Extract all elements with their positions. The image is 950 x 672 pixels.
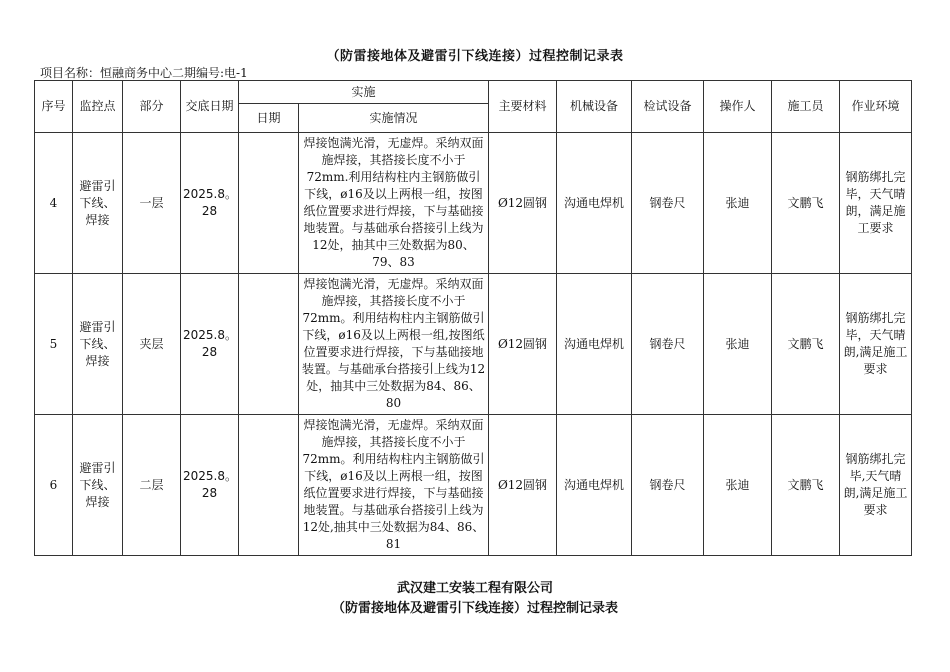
cell-operator: 张迪 bbox=[704, 133, 772, 274]
header-situation: 实施情况 bbox=[299, 104, 489, 133]
cell-monitor-point: 避雷引下线、焊接 bbox=[73, 415, 123, 556]
cell-material: Ø12圆钢 bbox=[489, 133, 557, 274]
cell-test-equipment: 钢卷尺 bbox=[632, 415, 704, 556]
table-row bbox=[35, 274, 912, 415]
cell-seq: 4 bbox=[35, 133, 73, 274]
header-part: 部分 bbox=[123, 81, 181, 133]
cell-machine: 沟通电焊机 bbox=[557, 133, 632, 274]
header-date: 日期 bbox=[239, 104, 299, 133]
header-handover-date: 交底日期 bbox=[181, 81, 239, 133]
cell-operator: 张迪 bbox=[704, 274, 772, 415]
header-monitor-point: 监控点 bbox=[73, 81, 123, 133]
cell-machine: 沟通电焊机 bbox=[557, 415, 632, 556]
header-test-equipment: 检试设备 bbox=[632, 81, 704, 133]
cell-situation: 焊接饱满光滑，无虚焊。采纳双面施焊接，其搭接长度不小于72mm.利用结构柱内主钢筋做引下线，ø16及以上两根一组，按图纸位置要求进行焊接，下与基础接地装置。与基础承台搭接引上线为12处，抽其中三处数据为80、79、83 bbox=[299, 133, 489, 274]
cell-monitor-point: 避雷引下线、焊接 bbox=[73, 274, 123, 415]
header-material: 主要材料 bbox=[489, 81, 557, 133]
cell-constructor: 文鹏飞 bbox=[772, 415, 840, 556]
cell-environment: 钢筋绑扎完毕,天气晴朗,满足施工要求 bbox=[840, 415, 912, 556]
cell-situation: 焊接饱满光滑，无虚焊。采纳双面施焊接，其搭接长度不小于72mm。利用结构柱内主钢筋做引下线，ø16及以上两根一组，按图纸位置要求进行焊接，下与基础接地装置。与基础承台搭接引上线为12处,抽其中三处数据为84、86、81 bbox=[299, 415, 489, 556]
header-implementation: 实施 bbox=[239, 81, 489, 104]
footer-title: （防雷接地体及避雷引下线连接）过程控制记录表 bbox=[331, 601, 618, 616]
header-environment: 作业环境 bbox=[840, 81, 912, 133]
header-constructor: 施工员 bbox=[772, 81, 840, 133]
header-operator: 操作人 bbox=[704, 81, 772, 133]
cell-part: 夹层 bbox=[123, 274, 181, 415]
cell-date bbox=[239, 133, 299, 274]
cell-material: Ø12圆钢 bbox=[489, 274, 557, 415]
cell-handover-date: 2025.8。28 bbox=[181, 415, 239, 556]
cell-seq: 6 bbox=[35, 415, 73, 556]
cell-test-equipment: 钢卷尺 bbox=[632, 133, 704, 274]
cell-handover-date: 2025.8。28 bbox=[181, 133, 239, 274]
cell-material: Ø12圆钢 bbox=[489, 415, 557, 556]
cell-environment: 钢筋绑扎完毕，天气晴朗,满足施工要求 bbox=[840, 274, 912, 415]
cell-constructor: 文鹏飞 bbox=[772, 133, 840, 274]
cell-date bbox=[239, 274, 299, 415]
header-seq: 序号 bbox=[35, 81, 73, 133]
cell-situation: 焊接饱满光滑，无虚焊。采纳双面施焊接，其搭接长度不小于72mm。利用结构柱内主钢筋做引下线，ø16及以上两根一组,按图纸位置要求进行焊接，下与基础接地装置。与基础承台搭接引上线为12处，抽其中三处数据为84、86、80 bbox=[299, 274, 489, 415]
cell-part: 二层 bbox=[123, 415, 181, 556]
company-name: 武汉建工安装工程有限公司 bbox=[396, 581, 553, 596]
cell-part: 一层 bbox=[123, 133, 181, 274]
cell-handover-date: 2025.8。28 bbox=[181, 274, 239, 415]
cell-seq: 5 bbox=[35, 274, 73, 415]
cell-date bbox=[239, 415, 299, 556]
cell-monitor-point: 避雷引下线、焊接 bbox=[73, 133, 123, 274]
project-info: 项目名称：恒融商务中心二期编号:电-1 bbox=[40, 66, 248, 80]
page-title: （防雷接地体及避雷引下线连接）过程控制记录表 bbox=[326, 49, 624, 64]
cell-environment: 钢筋绑扎完毕，天气晴朗，满足施工要求 bbox=[840, 133, 912, 274]
cell-constructor: 文鹏飞 bbox=[772, 274, 840, 415]
process-control-table bbox=[34, 80, 912, 556]
cell-machine: 沟通电焊机 bbox=[557, 274, 632, 415]
table-row bbox=[35, 133, 912, 274]
cell-test-equipment: 钢卷尺 bbox=[632, 274, 704, 415]
cell-operator: 张迪 bbox=[704, 415, 772, 556]
header-machine: 机械设备 bbox=[557, 81, 632, 133]
table-row bbox=[35, 415, 912, 556]
